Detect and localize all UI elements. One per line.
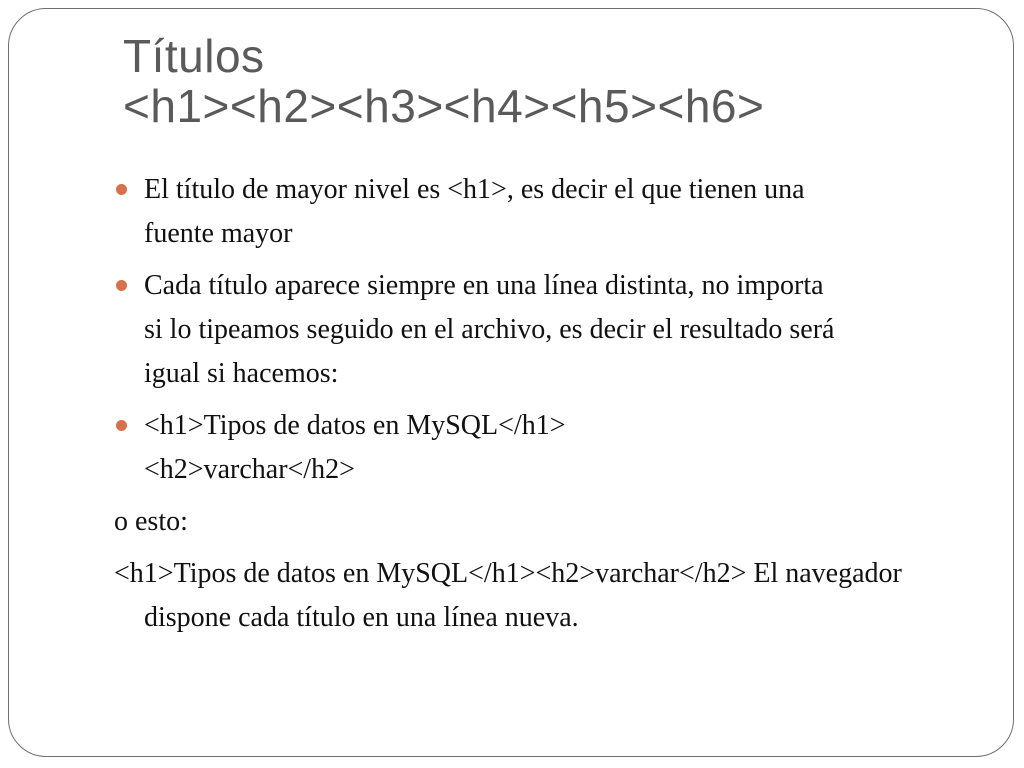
paragraph-example: <h1>Tipos de datos en MySQL</h1><h2>varchar</h2> El navegador dispone cada título en una línea nueva.	[114, 558, 902, 633]
bullet-item	[114, 404, 994, 492]
bullet-list	[114, 168, 994, 492]
bullet-dot-icon	[116, 184, 127, 195]
bullet-text: <h1>Tipos de datos en MySQL</h1> <h2>varchar</h2>	[144, 410, 566, 485]
slide-title-line1: Títulos	[123, 30, 265, 82]
bullet-item	[114, 168, 994, 256]
bullet-text: Cada título aparece siempre en una línea distinta, no importa si lo tipeamos seguido en el archivo, es decir el resultado será igual si hacemos:	[144, 270, 835, 389]
bullet-dot-icon	[116, 420, 127, 431]
slide-content	[114, 168, 994, 648]
paragraph-o-esto: o esto:	[114, 506, 188, 537]
slide-title-line2: <h1><h2><h3><h4><h5><h6>	[123, 80, 765, 132]
bullet-dot-icon	[116, 280, 127, 291]
bullet-item	[114, 264, 994, 396]
slide-title	[123, 31, 764, 131]
bullet-text: El título de mayor nivel es <h1>, es decir el que tienen una fuente mayor	[144, 174, 805, 249]
